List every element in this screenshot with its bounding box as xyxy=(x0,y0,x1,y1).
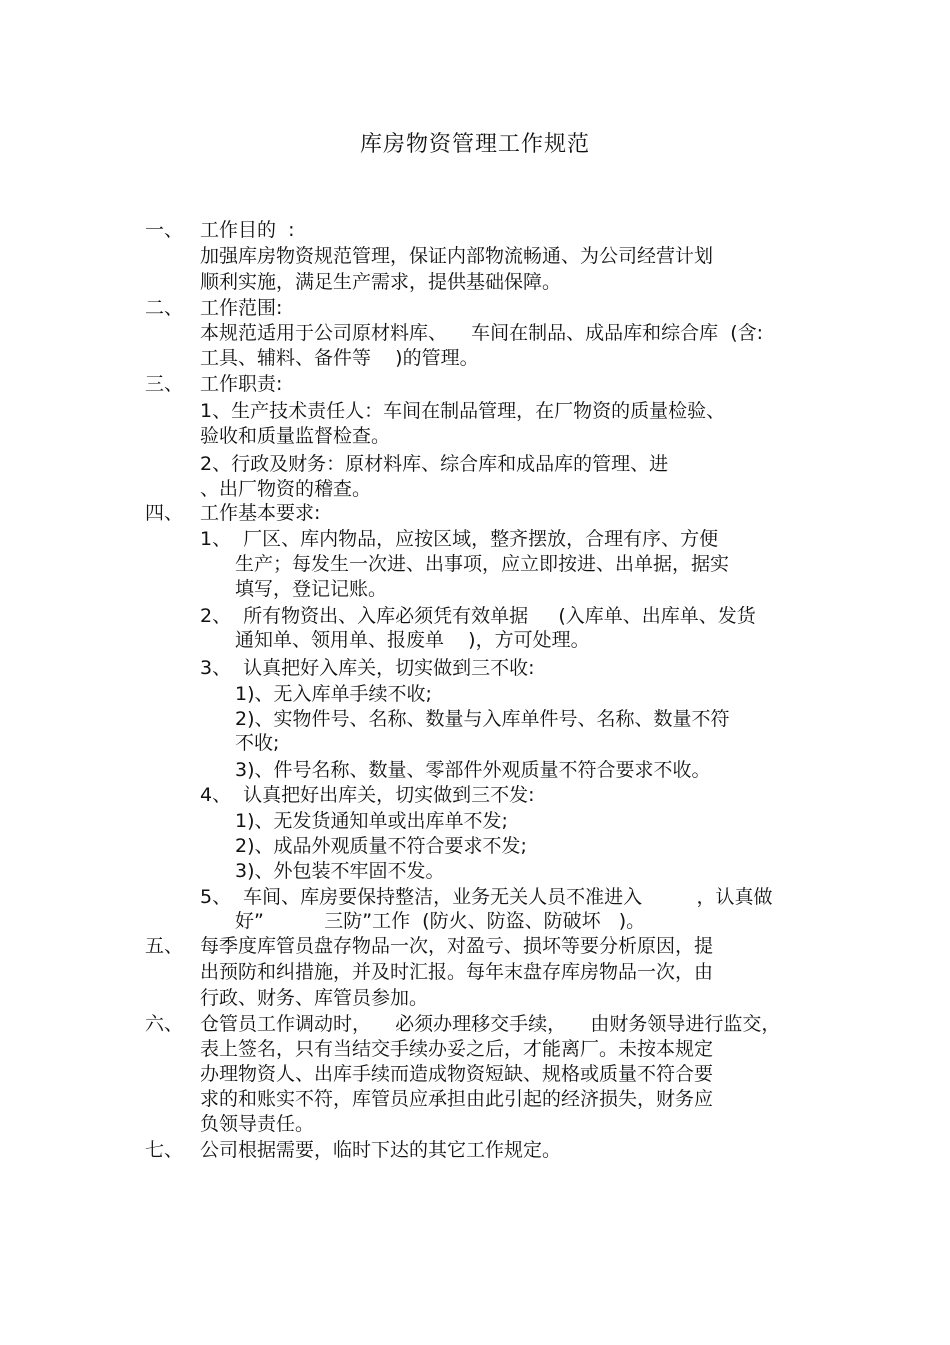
body-line: 公司根据需要，临时下达的其它工作规定。 xyxy=(200,1139,562,1161)
section-heading: 工作范围: xyxy=(200,297,283,319)
body-line: 1、生产技术责任人：车间在制品管理，在厂物资的质量检验、 xyxy=(200,400,726,422)
body-line: 5、 车间、库房要保持整洁，业务无关人员不准进入 ，认真做 xyxy=(200,886,773,908)
body-line: 3)、外包装不牢固不发。 xyxy=(235,860,445,882)
body-line: 2)、实物件号、名称、数量与入库单件号、名称、数量不符 xyxy=(235,708,730,730)
document-title: 库房物资管理工作规范 xyxy=(359,132,590,157)
body-line: 办理物资人、出库手续而造成物资短缺、规格或质量不符合要 xyxy=(200,1063,714,1085)
body-line: 加强库房物资规范管理，保证内部物流畅通、为公司经营计划 xyxy=(200,245,714,267)
section-number: 五、 xyxy=(145,935,184,957)
body-line: 行政、财务、库管员参加。 xyxy=(200,987,429,1009)
section-heading: 工作目的 : xyxy=(200,219,295,241)
body-line: 负领导责任。 xyxy=(200,1113,315,1135)
body-line: 好” 三防”工作 (防火、防盗、防破坏 )。 xyxy=(235,910,646,932)
body-line: 每季度库管员盘存物品一次，对盈亏、损坏等要分析原因，提 xyxy=(200,935,714,957)
section-heading: 工作职责: xyxy=(200,373,283,395)
section-number: 三、 xyxy=(145,373,184,395)
section-number: 一、 xyxy=(145,219,184,241)
body-line: 4、 认真把好出库关，切实做到三不发: xyxy=(200,784,535,806)
body-line: 2、 所有物资出、入库必须凭有效单据 (入库单、出库单、发货 xyxy=(200,605,756,627)
body-line: 生产；每发生一次进、出事项，应立即按进、出单据，据实 xyxy=(235,553,730,575)
body-line: 2、行政及财务：原材料库、综合库和成品库的管理、进 xyxy=(200,453,669,475)
body-line: 1、 厂区、库内物品，应按区域，整齐摆放，合理有序、方便 xyxy=(200,528,719,550)
body-line: 1)、无发货通知单或出库单不发; xyxy=(235,810,508,832)
body-line: 填写，登记记账。 xyxy=(235,578,388,600)
body-line: 表上签名，只有当结交手续办妥之后，才能离厂。未按本规定 xyxy=(200,1038,714,1060)
body-line: 验收和质量监督检查。 xyxy=(200,425,391,447)
body-line: 顺利实施，满足生产需求，提供基础保障。 xyxy=(200,271,562,293)
body-line: 2)、成品外观质量不符合要求不发; xyxy=(235,835,527,857)
body-line: 通知单、领用单、报废单 )，方可处理。 xyxy=(235,629,590,651)
body-line: 、出厂物资的稽查。 xyxy=(200,478,372,500)
body-line: 仓管员工作调动时， 必须办理移交手续， 由财务领导进行监交， xyxy=(200,1013,781,1035)
section-number: 六、 xyxy=(145,1013,184,1035)
body-line: 出预防和纠措施，并及时汇报。每年末盘存库房物品一次，由 xyxy=(200,961,714,983)
body-line: 1)、无入库单手续不收; xyxy=(235,683,432,705)
body-line: 3)、件号名称、数量、零部件外观质量不符合要求不收。 xyxy=(235,759,711,781)
section-number: 四、 xyxy=(145,502,184,524)
section-number: 七、 xyxy=(145,1139,184,1161)
body-line: 求的和账实不符，库管员应承担由此引起的经济损失，财务应 xyxy=(200,1088,714,1110)
section-number: 二、 xyxy=(145,297,184,319)
body-line: 3、 认真把好入库关，切实做到三不收: xyxy=(200,657,535,679)
body-line: 不收; xyxy=(235,732,280,754)
body-line: 本规范适用于公司原材料库、 车间在制品、成品库和综合库 (含: xyxy=(200,322,764,344)
body-line: 工具、辅料、备件等 )的管理。 xyxy=(200,347,479,369)
section-heading: 工作基本要求: xyxy=(200,502,321,524)
